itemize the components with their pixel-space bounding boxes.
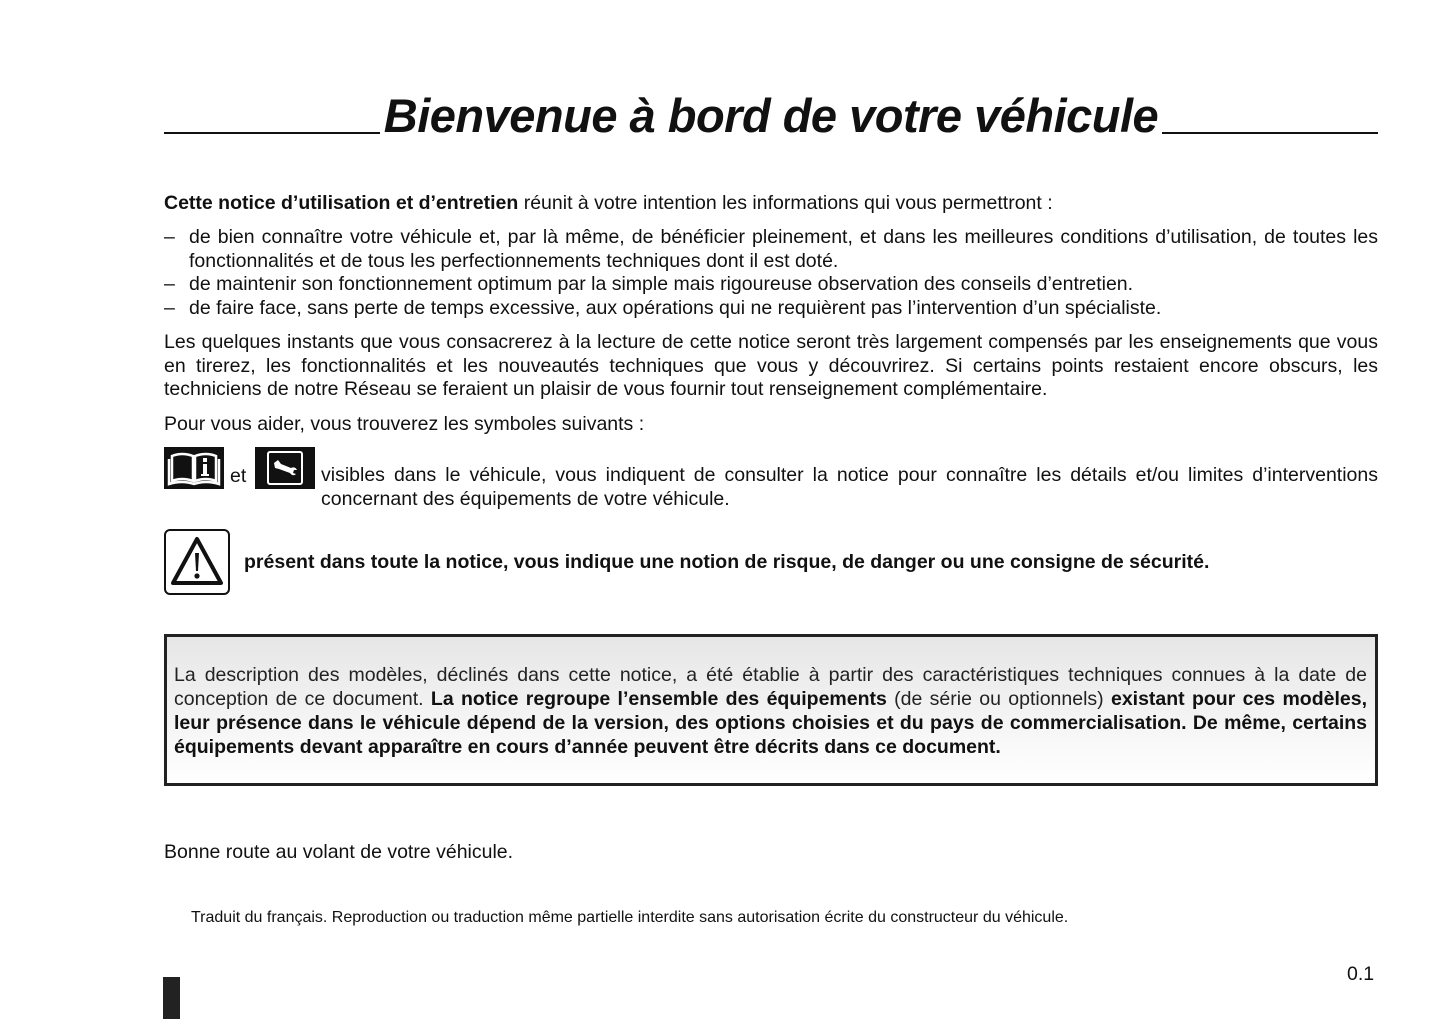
closing-line: Bonne route au volant de votre véhicule.: [164, 841, 514, 863]
page-title: Bienvenue à bord de votre véhicule: [380, 89, 1162, 142]
purpose-list: [164, 226, 1378, 320]
warning-description: présent dans toute la notice, vous indique une notion de risque, de danger ou une consigne de sécurité.: [244, 551, 1210, 573]
symbols-description: visibles dans le véhicule, vous indiquent de consulter la notice pour connaître les détails et/ou limites d’interventions concernant des équipements de votre véhicule.: [321, 464, 1378, 510]
joiner-text: et: [230, 465, 247, 487]
models-notice-box: La description des modèles, déclinés dans cette notice, a été établie à partir des caractéristiques techniques connues à la date de conception de ce document. La notice regroupe l’ensemble des équipements (de série ou optionnels) existant pour ces modèles, leur présence dans le véhicule dépend de la version, des options choisies et du pays de commercialisation. De même, certains équipements devant apparaître en cours d’année peuvent être décrits dans ce document.: [164, 634, 1378, 786]
symbols-row: [164, 447, 1378, 517]
list-item: – de faire face, sans perte de temps excessive, aux opérations qui ne requièrent pas l’intervention d’un spécialiste.: [164, 296, 1162, 319]
list-item: – de bien connaître votre véhicule et, par là même, de bénéficier pleinement, et dans les meilleures conditions d’utilisation, de toutes les fonctionnalités et de tous les perfectionnements techniques dont il est doté.: [164, 226, 1378, 272]
reading-paragraph: Les quelques instants que vous consacrerez à la lecture de cette notice seront très largement compensés par les enseignements que vous en tirerez, les fonctionnalités et les nouveautés techniques que vous y découvrirez. Si certains points restaient encore obscurs, les techniciens de notre Réseau se feraient un plaisir de vous fournir tout renseignement complémentaire.: [164, 331, 1378, 400]
intro-bold: Cette notice d’utilisation et d’entretien: [164, 192, 519, 214]
list-dash: –: [164, 273, 175, 295]
copyright-note: Traduit du français. Reproduction ou traduction même partielle interdite sans autorisation écrite du constructeur du véhicule.: [191, 909, 1069, 926]
page-number: 0.1: [1347, 963, 1375, 985]
intro-rest: réunit à votre intention les informations qui vous permettront :: [518, 192, 1053, 214]
list-dash: –: [164, 226, 175, 248]
wrench-icon: [255, 447, 315, 489]
section-tab-marker: [163, 977, 180, 1019]
symbols-intro: Pour vous aider, vous trouverez les symboles suivants :: [164, 413, 645, 435]
warning-triangle-icon: [164, 529, 230, 595]
list-dash: –: [164, 296, 175, 319]
list-item: – de maintenir son fonctionnement optimum par la simple mais rigoureuse observation des conseils d’entretien.: [164, 273, 1134, 295]
page-header: [164, 88, 1378, 142]
warning-row: [164, 529, 1378, 599]
intro-paragraph: [164, 192, 1378, 216]
book-info-icon: [164, 447, 224, 489]
